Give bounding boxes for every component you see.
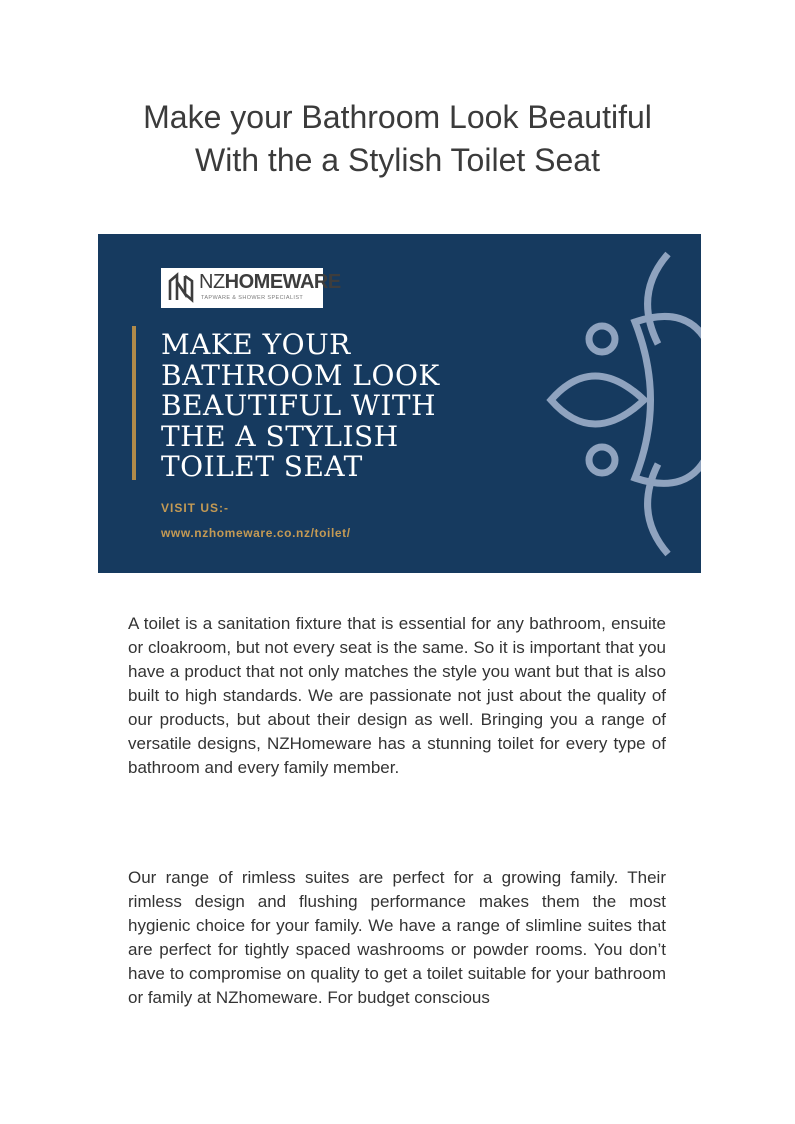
- page-title-line-2: With the a Stylish Toilet Seat: [195, 142, 600, 178]
- brand-tagline: TAPWARE & SHOWER SPECIALIST: [201, 295, 304, 301]
- visit-label: VISIT US:-: [161, 501, 230, 515]
- visit-url-link[interactable]: www.nzhomeware.co.nz/toilet/: [161, 526, 351, 540]
- body-paragraph-2: Our range of rimless suites are perfect for a growing family. Their rimless design and flushing performance makes them the most hygienic choice for your family. We have a range of slimline suites that are perfect for tightly spaced washrooms or powder rooms. You don’t have to compromise on quality to get a toilet suitable for your bathroom or family at NZhomeware. For budget conscious: [128, 868, 666, 1007]
- brand-homeware: HOMEWARE: [224, 271, 341, 293]
- brand-nz: NZ: [199, 271, 225, 293]
- promo-banner: [98, 234, 701, 573]
- page-title-line-1: Make your Bathroom Look Beautiful: [143, 99, 652, 135]
- banner-heading: MAKE YOUR BATHROOM LOOK BEAUTIFUL WITH THE A STYLISH TOILET SEAT: [161, 328, 440, 483]
- heading-accent-bar: [132, 326, 136, 480]
- brand-wordmark: [199, 270, 341, 294]
- floral-decoration-icon: [538, 234, 701, 573]
- brand-logo: [161, 268, 341, 308]
- body-paragraph-1: A toilet is a sanitation fixture that is essential for any bathroom, ensuite or cloakroom, but not every seat is the same. So it is important that you have a product that not only matches the style you want but that is also built to high standards. We are passionate not just about the quality of our products, but about their design as well. Bringing you a range of versatile designs, NZHomeware has a stunning toilet for every type of bathroom and every family member.: [128, 614, 666, 777]
- nz-homeware-logo-icon: [167, 272, 195, 304]
- page-title: [0, 96, 795, 182]
